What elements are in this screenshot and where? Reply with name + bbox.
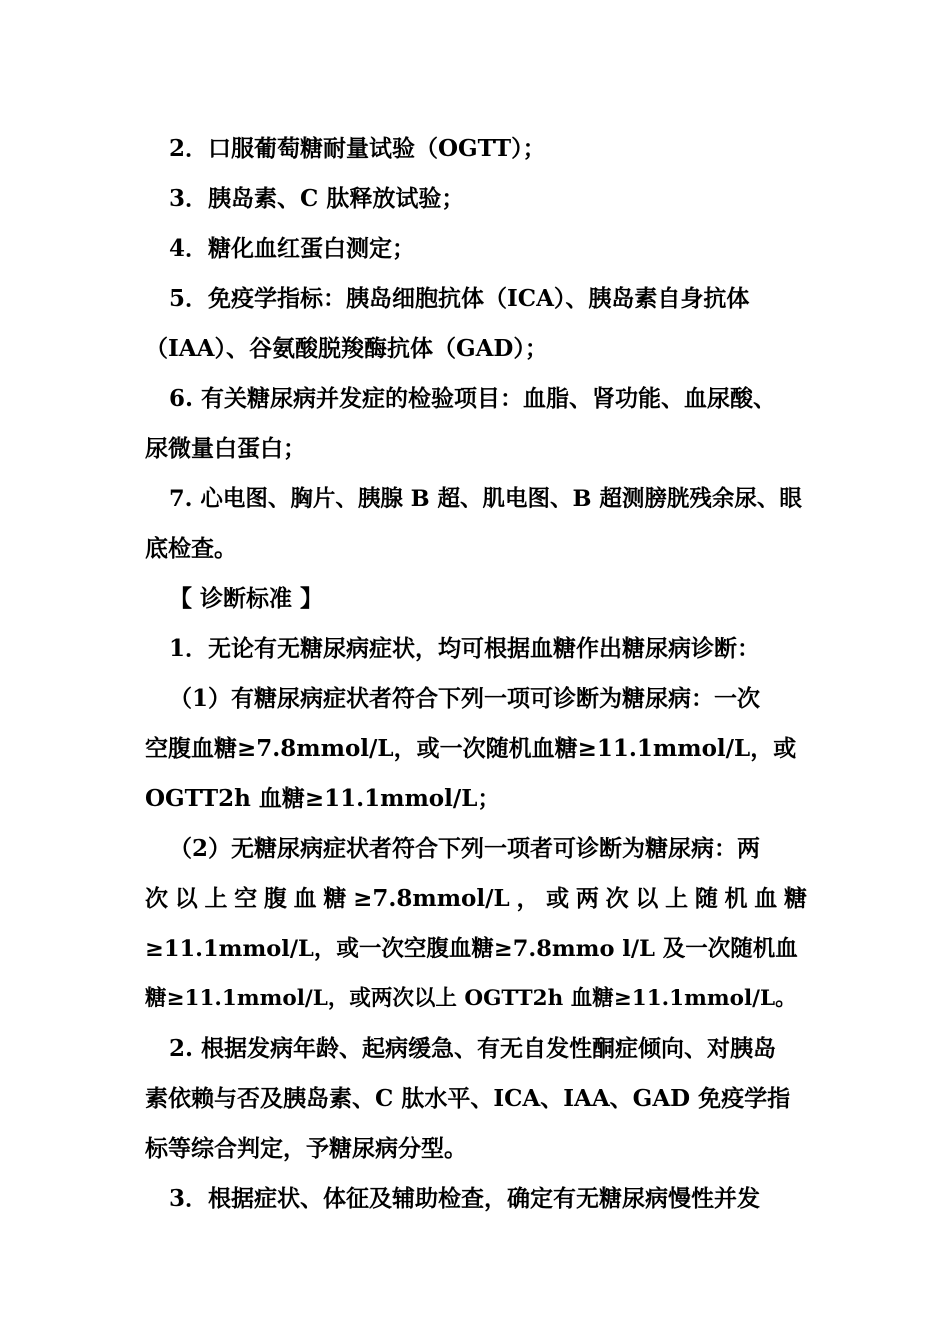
paragraph-line: 底检查。 (145, 535, 237, 562)
paragraph-line: 次以上空腹血糖≥7.8mmol/L，或两次以上随机血糖 (145, 885, 807, 912)
paragraph-line: OGTT2h 血糖≥11.1mmol/L； (145, 785, 501, 812)
paragraph-line: 3．根据症状、体征及辅助检查，确定有无糖尿病慢性并发 (169, 1185, 761, 1212)
paragraph-line: 尿微量白蛋白； (145, 435, 306, 462)
paragraph-line: 标等综合判定，予糖尿病分型。 (145, 1135, 467, 1162)
paragraph-line: （1）有糖尿病症状者符合下列一项可诊断为糖尿病：一次 (169, 685, 761, 712)
paragraph-line: 6. 有关糖尿病并发症的检验项目：血脂、肾功能、血尿酸、 (169, 385, 777, 412)
paragraph-line: ≥11.1mmol/L，或一次空腹血糖≥7.8mmo l/L 及一次随机血 (145, 936, 798, 962)
paragraph-line: 空腹血糖≥7.8mmol/L，或一次随机血糖≥11.1mmol/L，或 (145, 735, 797, 762)
paragraph-line: （2）无糖尿病症状者符合下列一项者可诊断为糖尿病：两 (169, 835, 761, 862)
paragraph-line: 糖≥11.1mmol/L，或两次以上 OGTT2h 血糖≥11.1mmol/L。 (145, 986, 797, 1011)
paragraph-line: 2．口服葡萄糖耐量试验（OGTT）； (169, 135, 546, 162)
section-heading: 【 诊断标准 】 (169, 585, 324, 612)
document-body (145, 124, 807, 1224)
paragraph-line: （IAA）、谷氨酸脱羧酶抗体（GAD）； (145, 335, 548, 362)
paragraph-line: 2. 根据发病年龄、起病缓急、有无自发性酮症倾向、对胰岛 (169, 1035, 777, 1062)
paragraph-line: 7. 心电图、胸片、胰腺 B 超、肌电图、B 超测膀胱残余尿、眼 (169, 486, 802, 512)
paragraph-line: 素依赖与否及胰岛素、C 肽水平、ICA、IAA、GAD 免疫学指 (145, 1085, 791, 1112)
paragraph-line: 4．糖化血红蛋白测定； (169, 235, 416, 262)
paragraph-line: 1．无论有无糖尿病症状，均可根据血糖作出糖尿病诊断： (169, 635, 761, 662)
paragraph-line: 3．胰岛素、C 肽释放试验； (169, 185, 465, 212)
paragraph-line: 5．免疫学指标：胰岛细胞抗体（ICA）、胰岛素自身抗体 (169, 285, 750, 312)
